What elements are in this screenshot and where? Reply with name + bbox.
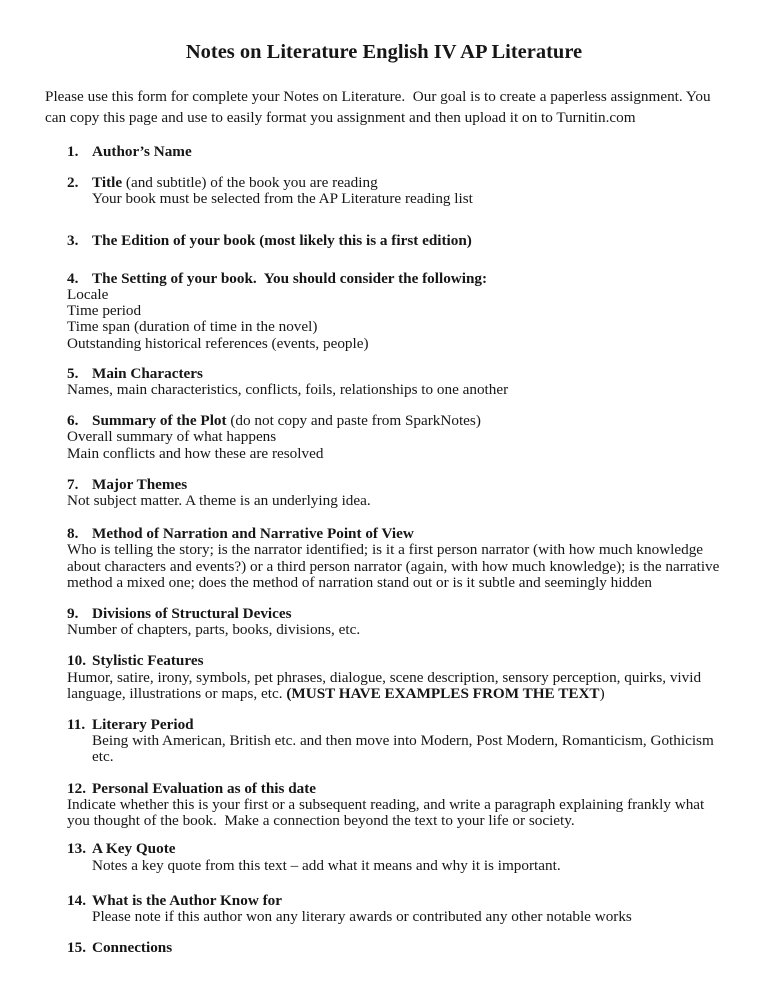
list-item-14 bbox=[67, 893, 723, 925]
document-title: Notes on Literature English IV AP Literature bbox=[185, 41, 583, 63]
item-description: Main conflicts and how these are resolved bbox=[67, 444, 324, 462]
list-item-3 bbox=[67, 233, 723, 249]
item-number: 1. bbox=[67, 143, 79, 160]
item-heading: Connections bbox=[92, 939, 173, 957]
item-number: 15. bbox=[67, 939, 86, 957]
item-heading: Divisions of Structural Devices bbox=[92, 605, 292, 623]
list-item-2 bbox=[67, 175, 723, 207]
item-number: 8. bbox=[67, 525, 79, 543]
item-heading: Summary of the Plot (do not copy and paste from SparkNotes) bbox=[92, 412, 481, 430]
item-description: Your book must be selected from the AP Literature reading list bbox=[92, 190, 473, 208]
item-number: 10. bbox=[67, 652, 86, 670]
item-number: 4. bbox=[67, 269, 79, 287]
item-description: Being with American, British etc. and then move into Modern, Post Modern, Romanticism, Gothicism etc. bbox=[92, 732, 718, 766]
list-item-1 bbox=[67, 144, 723, 160]
list-item-13 bbox=[67, 841, 723, 873]
item-number: 7. bbox=[67, 475, 79, 493]
item-heading: Method of Narration and Narrative Point of View bbox=[92, 525, 414, 543]
list-item-4 bbox=[67, 271, 723, 352]
item-description: Number of chapters, parts, books, divisions, etc. bbox=[67, 621, 361, 639]
item-heading: Main Characters bbox=[92, 364, 203, 382]
item-description: Time period bbox=[67, 302, 142, 320]
list-item-9 bbox=[67, 606, 723, 638]
item-number: 14. bbox=[67, 891, 86, 909]
item-heading: Personal Evaluation as of this date bbox=[92, 779, 317, 797]
item-heading: Title (and subtitle) of the book you are reading bbox=[92, 174, 378, 192]
item-number: 12. bbox=[67, 779, 86, 797]
item-number: 9. bbox=[67, 605, 79, 623]
item-heading: What is the Author Know for bbox=[92, 891, 282, 909]
item-description: Outstanding historical references (events, people) bbox=[67, 334, 369, 352]
item-description: Please note if this author won any literary awards or contributed any other notable works bbox=[92, 907, 632, 925]
item-number: 2. bbox=[67, 174, 79, 192]
item-heading: Stylistic Features bbox=[92, 652, 204, 670]
item-description: Overall summary of what happens bbox=[67, 428, 277, 446]
item-heading: Major Themes bbox=[92, 475, 188, 493]
item-heading: The Edition of your book (most likely this is a first edition) bbox=[92, 231, 472, 249]
item-description: Names, main characteristics, conflicts, foils, relationships to one another bbox=[67, 381, 509, 399]
item-description: Not subject matter. A theme is an underlying idea. bbox=[67, 492, 371, 510]
item-number: 6. bbox=[67, 412, 79, 430]
item-description: Humor, satire, irony, symbols, pet phrases, dialogue, scene description, sensory perception, quirks, vivid language, illustrations or maps, etc. (MUST HAVE EXAMPLES FROM THE TEXT) bbox=[67, 668, 705, 702]
item-description: Notes a key quote from this text – add what it means and why it is important. bbox=[92, 856, 561, 874]
item-heading: Literary Period bbox=[92, 716, 194, 734]
item-number: 11. bbox=[67, 716, 86, 734]
list-item-8 bbox=[67, 526, 723, 591]
list-item-15 bbox=[67, 940, 723, 956]
item-description: Who is telling the story; is the narrator identified; is it a first person narrator (with how much knowledge about characters and events?) or a third person narrator (again, with how much knowledge); is the narrative method a mixed one; does the method of narration stand out or is it subtle and seemingly hidden bbox=[67, 541, 724, 591]
item-heading: Author’s Name bbox=[92, 143, 192, 160]
item-heading: The Setting of your book. You should consider the following: bbox=[92, 269, 488, 287]
intro-paragraph: Please use this form for complete your Notes on Literature. Our goal is to create a paperless assignment. You can copy this page and use to easily format you assignment and then upload it on to Turnitin.com bbox=[45, 88, 715, 126]
list-item-5 bbox=[67, 366, 723, 398]
list-item-6 bbox=[67, 413, 723, 462]
list-item-10 bbox=[67, 653, 723, 702]
list-item-11 bbox=[67, 717, 723, 766]
item-heading: A Key Quote bbox=[92, 840, 176, 858]
item-number: 13. bbox=[67, 840, 86, 858]
item-number: 3. bbox=[67, 231, 79, 249]
list-item-7 bbox=[67, 477, 723, 509]
item-description: Locale bbox=[67, 286, 109, 304]
item-description: Indicate whether this is your first or a subsequent reading, and write a paragraph explaining frankly what you thought of the book. Make a connection beyond the text to your life or society. bbox=[67, 795, 709, 830]
notes-list bbox=[67, 144, 723, 956]
list-item-12 bbox=[67, 781, 723, 830]
item-description: Time span (duration of time in the novel) bbox=[67, 318, 318, 336]
item-number: 5. bbox=[67, 364, 79, 382]
